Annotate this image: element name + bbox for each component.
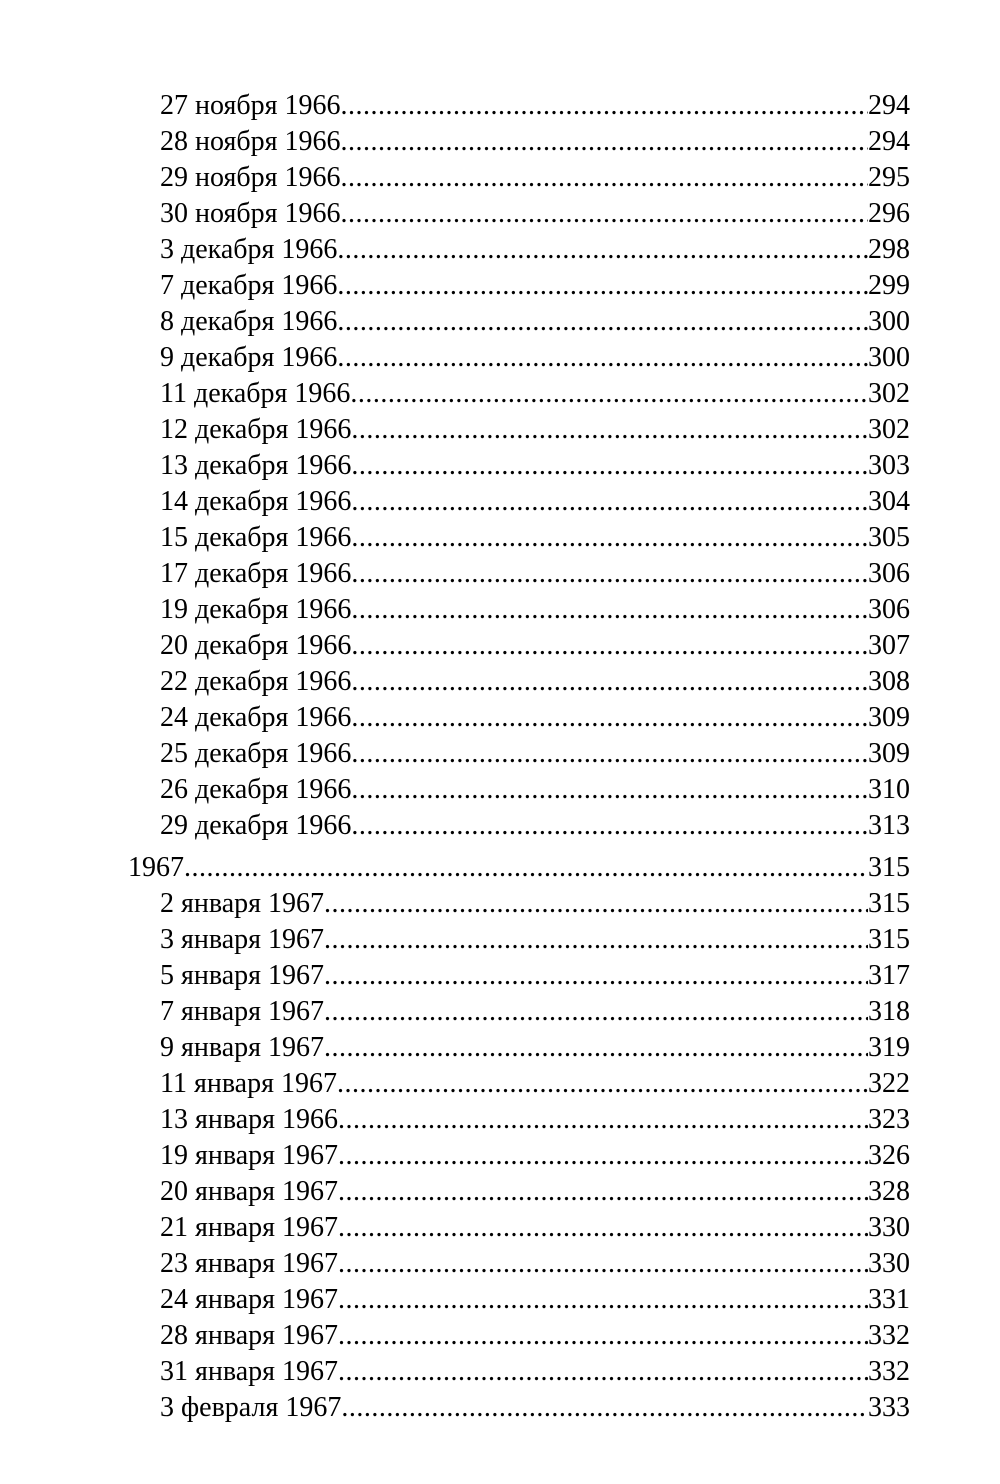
leader-dots [338,1102,868,1138]
leader-dots [351,700,868,736]
leader-dots [351,736,868,772]
toc-entry-label: 14 декабря 1966 [160,486,352,517]
toc-entry-label: 23 января 1967 [160,1248,339,1279]
toc-entry-label: 29 декабря 1966 [160,810,352,841]
leader-dots [351,520,868,556]
toc-entry[interactable] [160,124,910,160]
toc-entry-year[interactable] [128,850,910,886]
toc-entry-label: 24 декабря 1966 [160,702,352,733]
toc-page-number: 294 [868,126,910,157]
toc-entry[interactable] [160,304,910,340]
toc-entry[interactable] [160,958,910,994]
toc-entry-label: 3 декабря 1966 [160,234,338,265]
toc-entry[interactable] [160,412,910,448]
toc-entry[interactable] [160,160,910,196]
leader-dots [338,1138,868,1174]
toc-entry-label: 7 декабря 1966 [160,270,338,301]
toc-entry[interactable] [160,664,910,700]
toc-page-number: 330 [868,1212,910,1243]
toc-page-number: 307 [868,630,910,661]
leader-dots [341,1390,868,1426]
toc-page-number: 317 [868,960,910,991]
leader-dots [351,808,868,844]
toc-page-number: 298 [868,234,910,265]
toc-entry-label: 31 января 1967 [160,1356,339,1387]
toc-entry-label: 17 декабря 1966 [160,558,352,589]
toc-entry-label: 3 февраля 1967 [160,1392,342,1423]
toc-page-number: 322 [868,1068,910,1099]
toc-entry[interactable] [160,448,910,484]
toc-entry[interactable] [160,484,910,520]
toc-entry-label: 8 декабря 1966 [160,306,338,337]
toc-entry[interactable] [160,886,910,922]
toc-entry[interactable] [160,1102,910,1138]
toc-page-number: 295 [868,162,910,193]
toc-entry[interactable] [160,376,910,412]
toc-entry-label: 3 января 1967 [160,924,325,955]
toc-entry-label: 19 января 1967 [160,1140,339,1171]
leader-dots [337,340,868,376]
toc-page-number: 294 [868,90,910,121]
toc-entry-label: 21 января 1967 [160,1212,339,1243]
toc-page-number: 315 [868,888,910,919]
toc-entry-label: 19 декабря 1966 [160,594,352,625]
toc-entry[interactable] [160,592,910,628]
toc-entry-label: 24 января 1967 [160,1284,339,1315]
toc-entry-label: 28 января 1967 [160,1320,339,1351]
toc-page-number: 332 [868,1320,910,1351]
toc-page-number: 323 [868,1104,910,1135]
toc-page-number: 326 [868,1140,910,1171]
toc-page-number: 332 [868,1356,910,1387]
toc-entry-label: 25 декабря 1966 [160,738,352,769]
toc-entry[interactable] [160,772,910,808]
toc-page-number: 299 [868,270,910,301]
toc-page-number: 306 [868,558,910,589]
toc-entry[interactable] [160,520,910,556]
toc-entry-label: 1967 [128,852,184,883]
leader-dots [351,556,868,592]
toc-entry-label: 20 января 1967 [160,1176,339,1207]
leader-dots [324,958,868,994]
toc-entry[interactable] [160,1354,910,1390]
leader-dots [338,1354,868,1390]
toc-page-number: 331 [868,1284,910,1315]
toc-entry[interactable] [160,196,910,232]
toc-page-number: 306 [868,594,910,625]
leader-dots [338,1282,868,1318]
toc-entry-label: 15 декабря 1966 [160,522,352,553]
toc-entry[interactable] [160,556,910,592]
toc-entry[interactable] [160,994,910,1030]
leader-dots [324,994,868,1030]
toc-entry[interactable] [160,1030,910,1066]
toc-page-number: 309 [868,702,910,733]
leader-dots [351,628,868,664]
toc-entry-label: 13 января 1966 [160,1104,339,1135]
leader-dots [324,1030,868,1066]
toc-entry[interactable] [160,232,910,268]
toc-entry-label: 5 января 1967 [160,960,325,991]
toc-page-number: 303 [868,450,910,481]
leader-dots [340,124,868,160]
leader-dots [337,232,868,268]
toc-entry[interactable] [160,808,910,844]
leader-dots [184,850,868,886]
toc-entry-label: 22 декабря 1966 [160,666,352,697]
toc-entry-label: 2 января 1967 [160,888,325,919]
toc-entry[interactable] [160,700,910,736]
toc-entry[interactable] [160,1066,910,1102]
toc-entry[interactable] [160,1210,910,1246]
toc-page-number: 309 [868,738,910,769]
leader-dots [337,268,868,304]
toc-entry-label: 30 ноября 1966 [160,198,341,229]
toc-entry-label: 9 декабря 1966 [160,342,338,373]
toc-page-number: 296 [868,198,910,229]
toc-page-number: 319 [868,1032,910,1063]
leader-dots [351,412,868,448]
toc-entry-label: 13 декабря 1966 [160,450,352,481]
toc-entry[interactable] [160,1318,910,1354]
leader-dots [324,886,868,922]
toc-entry-label: 11 января 1967 [160,1068,337,1099]
leader-dots [338,1318,868,1354]
toc-entry-label: 9 января 1967 [160,1032,325,1063]
leader-dots [338,1246,868,1282]
leader-dots [340,196,868,232]
leader-dots [338,1174,868,1210]
leader-dots [338,1210,868,1246]
toc-entry-label: 28 ноября 1966 [160,126,341,157]
toc-entry-label: 20 декабря 1966 [160,630,352,661]
toc-entry[interactable] [160,88,910,124]
toc-entry-label: 12 декабря 1966 [160,414,352,445]
toc-page-number: 315 [868,924,910,955]
toc-page-number: 310 [868,774,910,805]
toc-entry[interactable] [160,1174,910,1210]
toc-page-number: 302 [868,378,910,409]
toc-entry[interactable] [160,1282,910,1318]
toc-entry-label: 11 декабря 1966 [160,378,351,409]
toc-entry-label: 26 декабря 1966 [160,774,352,805]
leader-dots [351,772,868,808]
toc-entry-label: 29 ноября 1966 [160,162,341,193]
toc-entry[interactable] [160,922,910,958]
leader-dots [337,1066,868,1102]
toc-page-number: 308 [868,666,910,697]
toc-entry-label: 27 ноября 1966 [160,90,341,121]
toc-entry-label: 7 января 1967 [160,996,325,1027]
leader-dots [337,304,868,340]
toc-page-number: 333 [868,1392,910,1423]
toc-page-number: 318 [868,996,910,1027]
leader-dots [350,376,868,412]
toc-entry[interactable] [160,628,910,664]
leader-dots [351,448,868,484]
toc-page-number: 300 [868,306,910,337]
toc-page-number: 313 [868,810,910,841]
toc-entry[interactable] [160,268,910,304]
toc-page-number: 328 [868,1176,910,1207]
toc-entry[interactable] [160,1390,910,1426]
toc-page-number: 302 [868,414,910,445]
toc-entry[interactable] [160,736,910,772]
leader-dots [324,922,868,958]
toc-page-number: 304 [868,486,910,517]
toc-entry[interactable] [160,1246,910,1282]
toc-page-number: 305 [868,522,910,553]
leader-dots [351,592,868,628]
toc-entry[interactable] [160,340,910,376]
leader-dots [340,160,868,196]
leader-dots [351,484,868,520]
toc-page-number: 315 [868,852,910,883]
leader-dots [351,664,868,700]
toc-entry[interactable] [160,1138,910,1174]
toc-page-number: 300 [868,342,910,373]
leader-dots [340,88,868,124]
toc-page-number: 330 [868,1248,910,1279]
